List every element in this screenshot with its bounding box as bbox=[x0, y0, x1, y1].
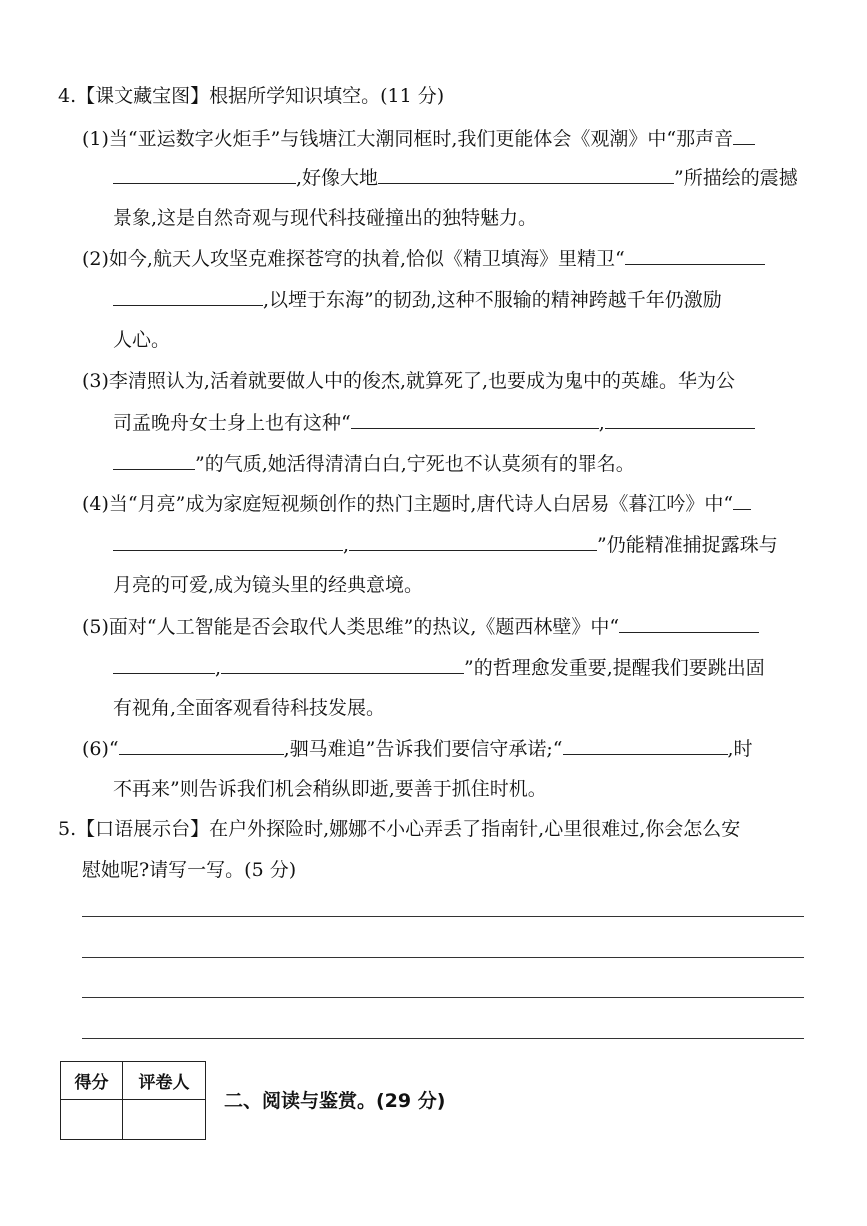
blank[interactable] bbox=[119, 734, 284, 755]
answer-line-3[interactable] bbox=[82, 997, 804, 998]
blank[interactable] bbox=[113, 530, 343, 551]
blank[interactable] bbox=[733, 124, 755, 145]
q4-item6-line2: 不再来”则告诉我们机会稍纵即逝,要善于抓住时机。 bbox=[113, 778, 547, 800]
blank[interactable] bbox=[113, 163, 296, 184]
blank[interactable] bbox=[221, 653, 464, 674]
q4-item5-line1: (5)面对“人工智能是否会取代人类思维”的热议,《题西林壁》中“ bbox=[82, 612, 759, 641]
answer-line-2[interactable] bbox=[82, 957, 804, 958]
answer-line-4[interactable] bbox=[82, 1038, 804, 1039]
q4-item2-line3: 人心。 bbox=[113, 329, 171, 351]
score-cell[interactable] bbox=[61, 1100, 123, 1140]
q5-line2: 慰她呢?请写一写。(5 分) bbox=[82, 859, 297, 881]
q4-item4-line3: 月亮的可爱,成为镜头里的经典意境。 bbox=[113, 574, 424, 596]
q5-line1: 5.【口语展示台】在户外探险时,娜娜不小心弄丢了指南针,心里很难过,你会怎么安 bbox=[58, 818, 741, 840]
q4-item3-line2: 司孟晚舟女士身上也有这种“ , bbox=[113, 408, 755, 437]
score-box bbox=[60, 1061, 206, 1140]
q4-item2-line2: ,以堙于东海”的韧劲,这种不服输的精神跨越千年仍激励 bbox=[113, 285, 722, 314]
q4-item3-line3: ”的气质,她活得清清白白,宁死也不认莫须有的罪名。 bbox=[113, 449, 635, 478]
q4-item1-line2: ,好像大地 ”所描绘的震撼 bbox=[113, 163, 798, 192]
blank[interactable] bbox=[625, 244, 765, 265]
q4-item2-line1: (2)如今,航天人攻坚克难探苍穹的执着,恰似《精卫填海》里精卫“ bbox=[82, 244, 765, 273]
blank[interactable] bbox=[619, 612, 759, 633]
blank[interactable] bbox=[563, 734, 728, 755]
section-title: 二、阅读与鉴赏。(29 分) bbox=[224, 1090, 446, 1112]
answer-line-1[interactable] bbox=[82, 916, 804, 917]
grader-header: 评卷人 bbox=[123, 1062, 206, 1100]
blank[interactable] bbox=[378, 163, 674, 184]
q4-item5-line3: 有视角,全面客观看待科技发展。 bbox=[113, 697, 386, 719]
q4-item1-line3: 景象,这是自然奇观与现代科技碰撞出的独特魅力。 bbox=[113, 207, 538, 229]
grader-cell[interactable] bbox=[123, 1100, 206, 1140]
q4-item4-line2: , ”仍能精准捕捉露珠与 bbox=[113, 530, 778, 559]
q4-item3-line1: (3)李清照认为,活着就要做人中的俊杰,就算死了,也要成为鬼中的英雄。华为公 bbox=[82, 370, 736, 392]
score-header: 得分 bbox=[61, 1062, 123, 1100]
q4-header: 4.【课文藏宝图】根据所学知识填空。(11 分) bbox=[58, 85, 445, 107]
q4-item5-line2: , ”的哲理愈发重要,提醒我们要跳出固 bbox=[113, 653, 765, 682]
q4-item4-line1: (4)当“月亮”成为家庭短视频创作的热门主题时,唐代诗人白居易《暮江吟》中“ bbox=[82, 489, 751, 518]
blank[interactable] bbox=[113, 449, 195, 470]
blank[interactable] bbox=[113, 653, 215, 674]
blank[interactable] bbox=[605, 408, 755, 429]
q4-item6-line1: (6)“ ,驷马难追”告诉我们要信守承诺;“ ,时 bbox=[82, 734, 753, 763]
blank[interactable] bbox=[349, 530, 597, 551]
blank[interactable] bbox=[113, 285, 263, 306]
blank[interactable] bbox=[733, 489, 751, 510]
blank[interactable] bbox=[351, 408, 599, 429]
q4-item1-line1: (1)当“亚运数字火炬手”与钱塘江大潮同框时,我们更能体会《观潮》中“那声音 bbox=[82, 124, 755, 153]
